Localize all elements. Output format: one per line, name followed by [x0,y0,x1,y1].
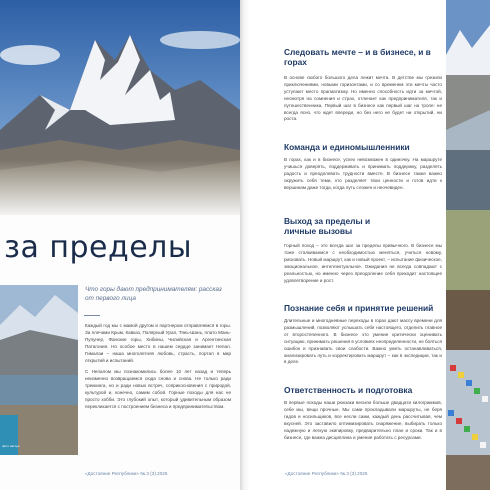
hero-fade [0,160,240,220]
photo-strip [446,0,490,490]
page-gutter [240,0,250,490]
pull-quote: Что горы дают предпринимателям: рассказ от первого лица [85,286,222,302]
section-title: Ответственность и подготовка [284,385,413,395]
left-footer: «Достояние Республики» № 3 (3) 2025 [85,471,168,476]
quote-divider [84,315,100,316]
section-text: В первые походы наши рюкзаки весили больше двадцати килограммов, себе мы, вещи прочные. Мы сами прокладывали маршруты, не беря гидов и носильщиков, все несли сами, каждый день рассчитывая, чем вкусней. Это заставило оптимизировать снаряжение, выбирать только надежную и легкую экипировку, предварительно план и сроки. Так и в бизнесе, где важна дисциплина и умение работать с ресурсами. [284,400,442,440]
section-text: В горах, как и в бизнесе, успех невозможен в одиночку. На маршруте учишься доверять, поддерживать и принимать поддержку, разделять радость и преодолевать трудности вместе. В бизнесе также важно окружить себя теми, кто разделяет твои ценности и готов идти к вершинам даже тогда, когда путь сложен и неочевиден. [284,157,442,190]
section-text: В основе любого большого дела лежит мечта. В детстве мы грезили приключениями, новыми горизонтами, и со временем эти мечты часто уступают место прагматизму. Но именно способность идти за мечтой, несмотря на сомнения и страх, отличает как предпринимателя, так и путешественника. Первый шаг в бизнесе как первый шаг на тропе: не всегда ясно, что ждет впереди, но без него не будет ни открытий, ни роста. [284,75,442,122]
section-text: Горный поход – это всегда шаг за пределы привычного. В бизнесе мы тоже сталкиваемся с необходимостью меняться, учиться новому, рисковать. Новый маршрут, как и новый проект, – испытание физическое, эмоциональное, интеллектуальное. Ожидания не всегда совпадают с реальностью, но именно через преодоление себя приходит настоящее удовлетворение и рост. [284,243,442,283]
paragraph: Каждый год мы с мамой другом и партнером отправляемся в горы. За плечами Крым, Кавказ, Полярный Урал, Тянь-Шань, плато Мань-Пупунер, Фанские горы, Хибины, Чилийская и Аргентинская Патагония. Но особое место в нашем сердце занимает Непал. Гималаи – наша многолетняя любовь, страсть, портал в мир открытий и испытаний. [85,323,231,363]
section-text: Длительные и многодневные переходы в горах дают массу времени для размышлений, позволяют услышать себя настоящего, отделить главное от второстепенного. В бизнесе это умение критически оценивать ситуацию, принимать решения в условиях неопределенности, не бояться ошибок и признавать свои слабости. Важно уметь останавливаться, анализировать путь и корректировать маршрут – как в экспедиции, так и в деле. [284,318,442,365]
section-title: Познание себя и принятие решений [284,303,434,313]
left-page [0,0,240,490]
photo-caption: фото автора [2,444,20,448]
left-body-text [85,323,231,416]
right-footer: «Достояние Республики» № 3 (3) 2025 [285,471,368,476]
right-page [250,0,490,490]
section-title: Команда и единомышленники [284,142,410,152]
section-title: Выход за пределы и личные вызовы [284,216,371,236]
paragraph: С Непалом мы познакомились более 10 лет назад и теперь неизменно возвращаемся сюда снова и снова. Не только ради треккинга, но и ради новых встреч, соприкосновения с природой, культурой и, конечно, самим собой. Горные походы для нас не просто хобби. Это глубокий опыт, который удивительным образом перекликается с построением бизнеса и предпринимательством. [85,369,231,409]
lake-photo [0,285,78,455]
page-headline: за пределы [4,230,193,265]
section-title: Следовать мечте – и в бизнесе, и в горах [284,47,431,67]
